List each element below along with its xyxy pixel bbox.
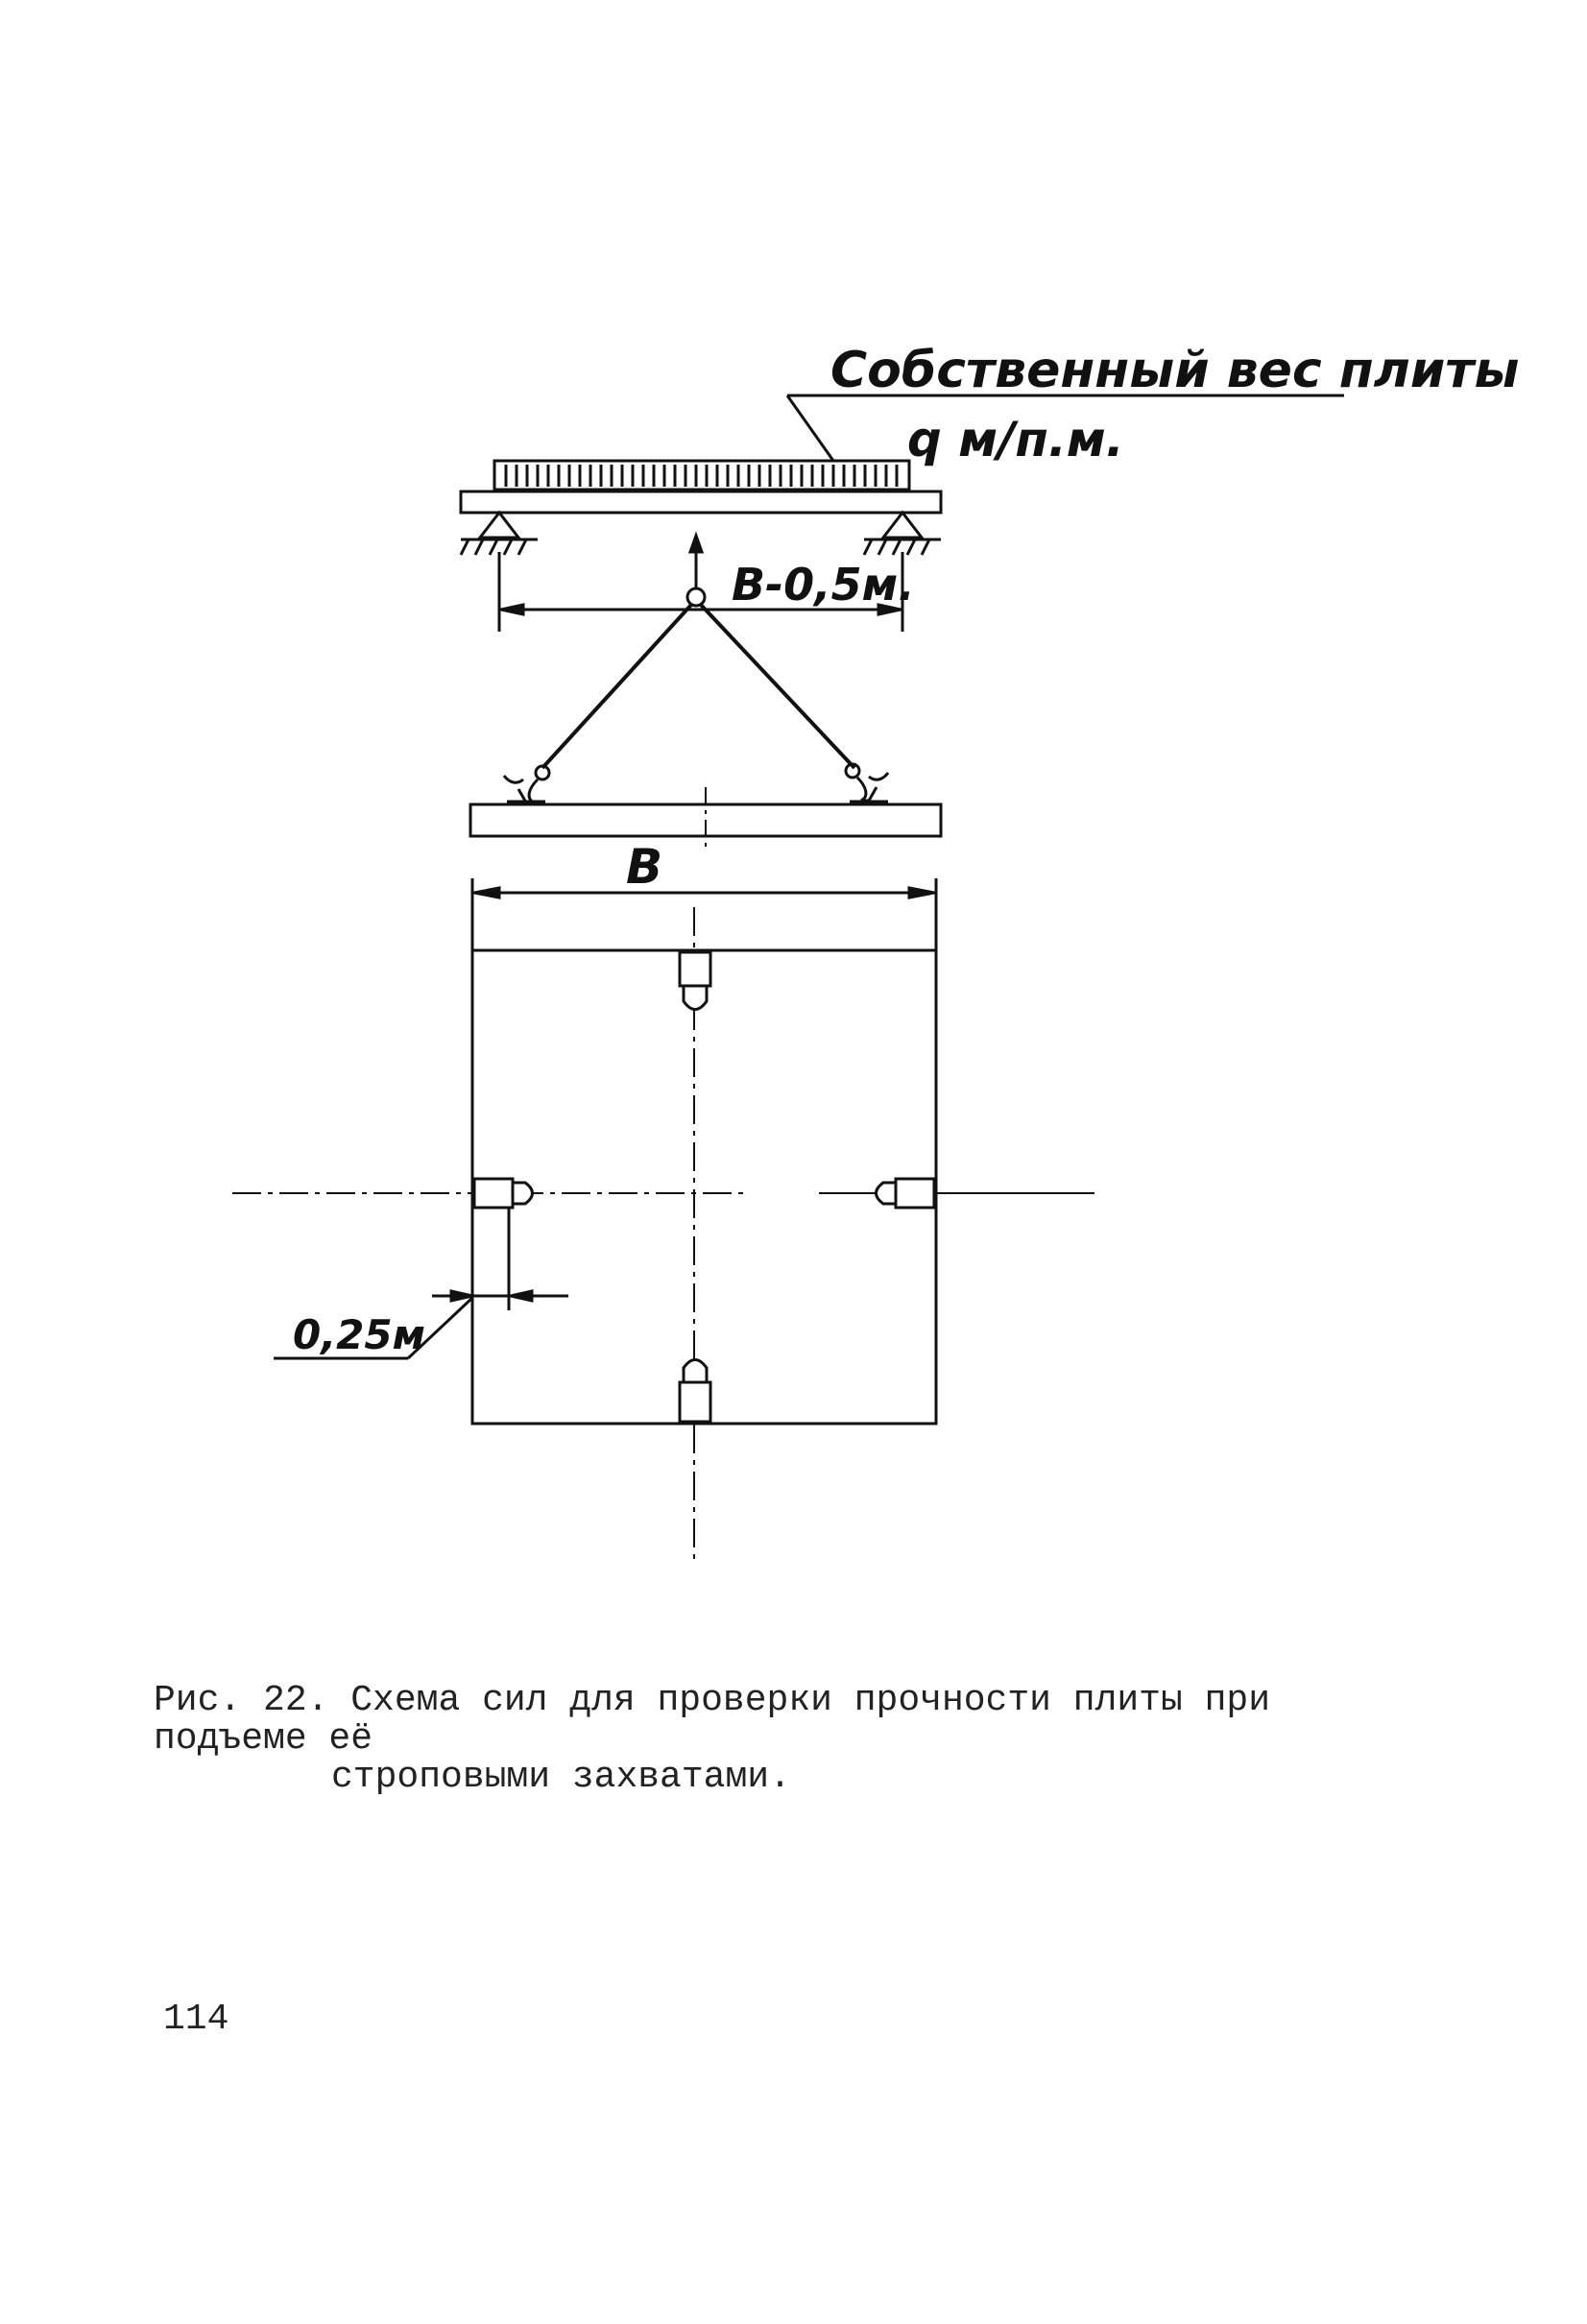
page-number: 114 — [163, 1999, 229, 2040]
left-grip-socket-icon — [474, 1179, 533, 1208]
load-unit-label: q м/п.м. — [907, 412, 1124, 467]
left-sling — [542, 605, 691, 768]
right-grip-hook-icon — [846, 764, 888, 802]
offset-dimension-line — [432, 1208, 568, 1310]
beam — [461, 491, 941, 513]
top-grip-socket-icon — [680, 952, 710, 1010]
caption-line-2: строповыми захватами. — [331, 1757, 791, 1798]
caption-line-1: Схема сил для проверки прочности плиты при подъеме её — [154, 1680, 1271, 1760]
lift-force-arrow — [690, 536, 702, 590]
bottom-grip-socket-icon — [680, 1360, 710, 1423]
distributed-load — [494, 461, 909, 490]
slab-plan-view — [472, 950, 936, 1424]
left-support-icon — [461, 513, 538, 555]
load-leader-line — [787, 395, 833, 461]
right-sling — [701, 605, 854, 768]
load-title: Собственный вес плиты — [830, 342, 1520, 399]
offset-dimension-label: 0,25м — [293, 1311, 425, 1358]
width-dimension-line — [472, 878, 936, 950]
span-dimension-label: B-0,5м. — [732, 559, 915, 611]
right-support-icon — [864, 513, 941, 555]
left-grip-hook-icon — [504, 766, 549, 803]
lifting-hook-icon — [687, 588, 705, 606]
figure-number: Рис. 22. — [154, 1680, 329, 1721]
right-grip-socket-icon — [877, 1179, 935, 1208]
figure-caption — [154, 1682, 1421, 1797]
width-dimension-label: B — [626, 839, 663, 895]
